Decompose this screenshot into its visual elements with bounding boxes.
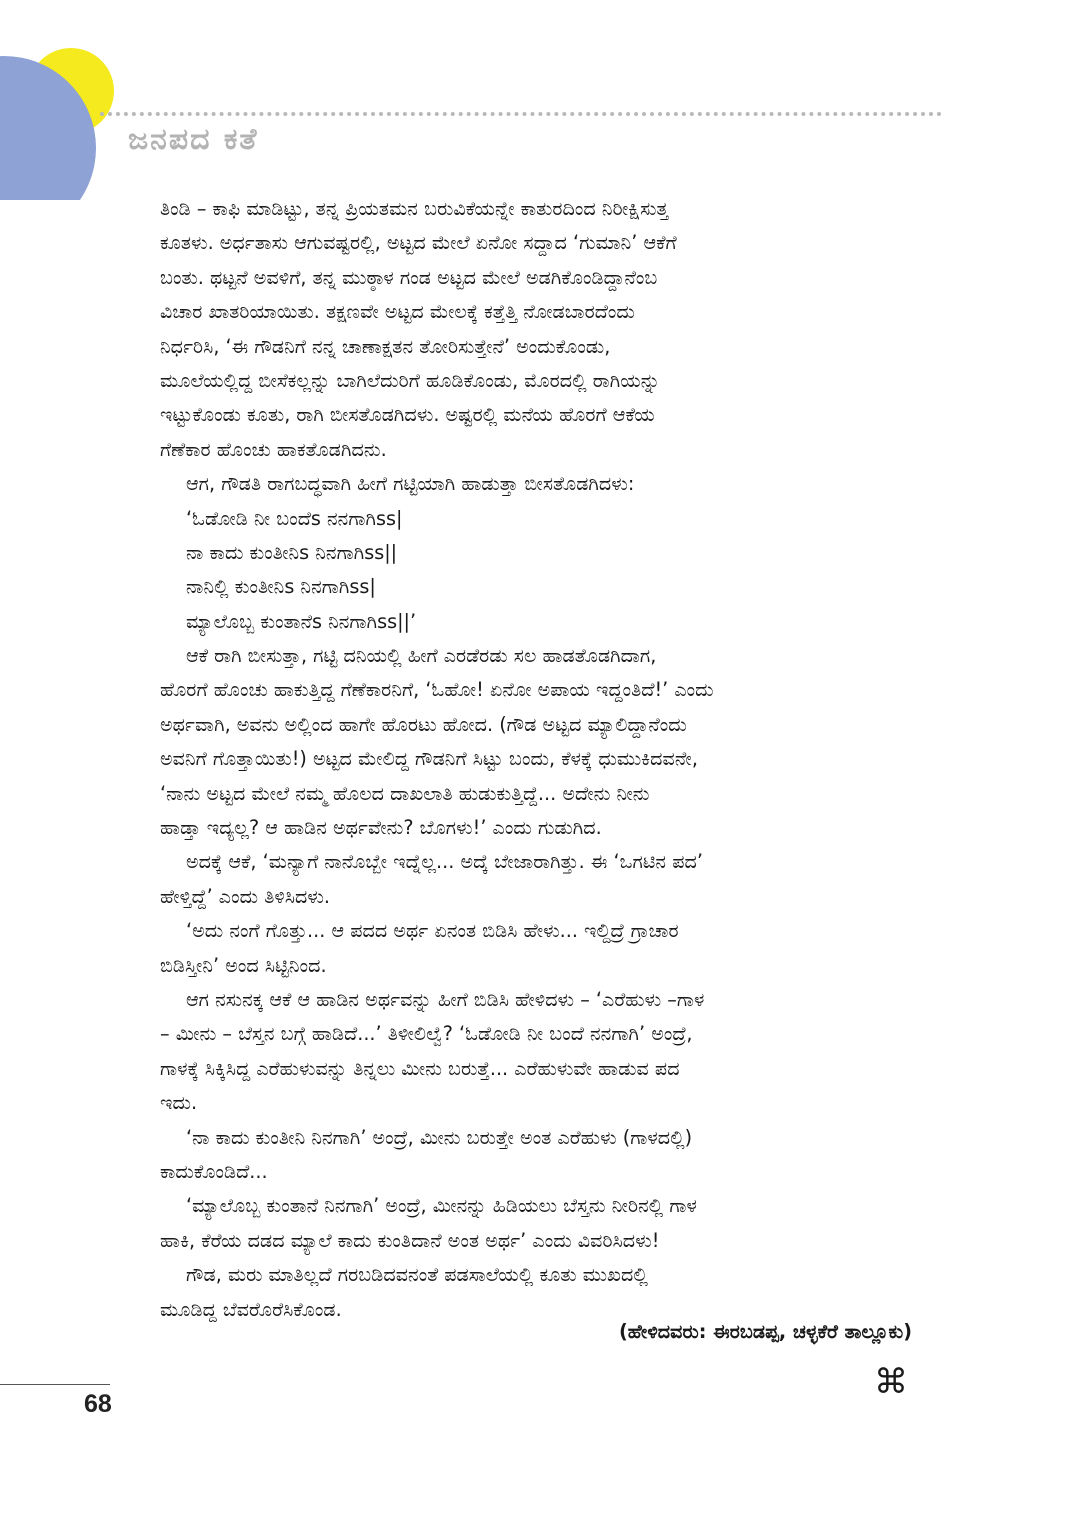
story-line: ಗೆಣೆಕಾರ ಹೊಂಚು ಹಾಕತೊಡಗಿದನು.: [160, 437, 387, 461]
story-line: ಬಿಡಿಸ್ತೀನಿ’ ಅಂದ ಸಿಟ್ಟಿನಿಂದ.: [160, 953, 327, 977]
story-line: ಕೂತಳು. ಅರ್ಧತಾಸು ಆಗುವಷ್ಟರಲ್ಲಿ, ಅಟ್ಟದ ಮೇಲೆ ಏನೋ ಸದ್ದಾದ ‘ಗುಮಾನಿ’ ಆಕೆಗೆ: [160, 231, 677, 255]
story-line: ಹೇಳ್ತಿದ್ದೆ’ ಎಂದು ತಿಳಿಸಿದಳು.: [160, 884, 331, 908]
story-line: ಅರ್ಥವಾಗಿ, ಅವನು ಅಲ್ಲಿಂದ ಹಾಗೇ ಹೊರಟು ಹೋದ. (ಗೌಡ ಅಟ್ಟದ ಮ್ಯಾಲಿದ್ದಾನೆಂದು: [160, 712, 687, 736]
narrator-credit: (ಹೇಳಿದವರು: ಈರಬಡಪ್ಪ, ಚಳ್ಳಕೆರೆ ತಾಲ್ಲೂಕು): [618, 1320, 912, 1343]
story-line: ಮೂಲೆಯಲ್ಲಿದ್ದ ಬೀಸೆಕಲ್ಲನ್ನು ಬಾಗಿಲೆದುರಿಗೆ ಹೂಡಿಕೊಂಡು, ಮೊರದಲ್ಲಿ ರಾಗಿಯನ್ನು: [160, 368, 661, 392]
story-line: ಬಂತು. ಥಟ್ಟನೆ ಅವಳಿಗೆ, ತನ್ನ ಮುಠ್ಠಾಳ ಗಂಡ ಅಟ್ಟದ ಮೇಲೆ ಅಡಗಿಕೊಂಡಿದ್ದಾನೆಂಬ: [160, 265, 658, 289]
dotted-header-rule: [100, 112, 942, 116]
story-line: ಮೂಡಿದ್ದ ಬೆವರೊರೆಸಿಕೊಂಡ.: [160, 1297, 342, 1321]
story-line: ಹೊರಗೆ ಹೊಂಚು ಹಾಕುತ್ತಿದ್ದ ಗೆಣೆಕಾರನಿಗೆ, ‘ಓಹೋ! ಏನೋ ಅಪಾಯ ಇದ್ದಂತಿದೆ!’ ಎಂದು: [160, 678, 714, 702]
story-line: ನಾ ಕಾದು ಕುಂತೀನಿs ನಿನಗಾಗಿss||: [186, 540, 398, 564]
story-line: ಗಾಳಕ್ಕೆ ಸಿಕ್ಕಿಸಿದ್ದ ಎರೆಹುಳುವನ್ನು ತಿನ್ನಲು ಮೀನು ಬರುತ್ತೆ... ಎರೆಹುಳುವೇ ಹಾಡುವ ಪದ: [160, 1056, 680, 1080]
story-line: ಮ್ಯಾಲೊಬ್ಬ ಕುಂತಾನೆs ನಿನಗಾಗಿss||’: [186, 609, 417, 633]
story-line: ಹಾಡ್ತಾ ಇದ್ಯಲ್ಲ? ಆ ಹಾಡಿನ ಅರ್ಥವೇನು? ಬೊಗಳು!’ ಎಂದು ಗುಡುಗಿದ.: [160, 816, 602, 840]
story-line: ಇದು.: [160, 1091, 198, 1115]
story-line: ಕಾದುಕೊಂಡಿದೆ...: [160, 1159, 268, 1183]
story-line: ನಾನಿಲ್ಲಿ ಕುಂತೀನಿs ನಿನಗಾಗಿss|: [186, 575, 376, 599]
story-line: ನಿರ್ಧರಿಸಿ, ‘ಈ ಗೌಡನಿಗೆ ನನ್ನ ಚಾಣಾಕ್ಷತನ ತೋರಿಸುತ್ತೇನೆ’ ಅಂದುಕೊಂಡು,: [160, 334, 611, 358]
story-line: ತಿಂಡಿ – ಕಾಫಿ ಮಾಡಿಟ್ಟು, ತನ್ನ ಪ್ರಿಯತಮನ ಬರುವಿಕೆಯನ್ನೇ ಕಾತುರದಿಂದ ನಿರೀಕ್ಷಿಸುತ್ತ: [160, 197, 669, 220]
page-number: 68: [84, 1390, 112, 1418]
header-decoration: [0, 0, 1072, 200]
folio-rule: [0, 1384, 110, 1385]
story-line: ‘ಮ್ಯಾಲೊಬ್ಬ ಕುಂತಾನೆ ನಿನಗಾಗಿ’ ಅಂದ್ರೆ, ಮೀನನ್ನು ಹಿಡಿಯಲು ಬೆಸ್ತನು ನೀರಿನಲ್ಲಿ ಗಾಳ: [186, 1194, 697, 1218]
story-line: ‘ಅದು ನಂಗೆ ಗೊತ್ತು... ಆ ಪದದ ಅರ್ಥ ಏನಂತ ಬಿಡಿಸಿ ಹೇಳು... ಇಲ್ದಿದ್ರೆ ಗ್ರಾಚಾರ: [186, 919, 679, 943]
story-line: ಆಗ, ಗೌಡತಿ ರಾಗಬದ್ಧವಾಗಿ ಹೀಗೆ ಗಟ್ಟಿಯಾಗಿ ಹಾಡುತ್ತಾ ಬೀಸತೊಡಗಿದಳು:: [186, 472, 635, 496]
section-title: ಜನಪದ ಕತೆ: [128, 122, 259, 157]
story-line: ‘ಓಡೋಡಿ ನೀ ಬಂದೆs ನನಗಾಗಿss|: [186, 506, 403, 530]
story-line: ಹಾಕಿ, ಕೆರೆಯ ದಡದ ಮ್ಯಾಲೆ ಕಾದು ಕುಂತಿದಾನೆ ಅಂತ ಅರ್ಥ’ ಎಂದು ವಿವರಿಸಿದಳು!: [160, 1228, 660, 1252]
story-line: – ಮೀನು – ಬೆಸ್ತನ ಬಗ್ಗೆ ಹಾಡಿದೆ...’ ತಿಳೀಲಿಲ್ವೆ? ‘ಓಡೋಡಿ ನೀ ಬಂದೆ ನನಗಾಗಿ’ ಅಂದ್ರೆ,: [160, 1022, 693, 1046]
story-line: ಅದಕ್ಕೆ ಆಕೆ, ‘ಮನ್ಯಾಗೆ ನಾನೊಬ್ಬೇ ಇದ್ನೆಲ್ಲ... ಅದ್ಕೆ ಬೇಜಾರಾಗಿತ್ತು. ಈ ‘ಒಗಟಿನ ಪದ’: [186, 850, 703, 874]
story-line: ಅವನಿಗೆ ಗೊತ್ತಾಯಿತು!) ಅಟ್ಟದ ಮೇಲಿದ್ದ ಗೌಡನಿಗೆ ಸಿಟ್ಟು ಬಂದು, ಕೆಳಕ್ಕೆ ಧುಮುಕಿದವನೇ,: [160, 747, 698, 771]
story-body: [160, 192, 920, 1327]
story-line: ಇಟ್ಟುಕೊಂಡು ಕೂತು, ರಾಗಿ ಬೀಸತೊಡಗಿದಳು. ಅಷ್ಟರಲ್ಲಿ ಮನೆಯ ಹೊರಗೆ ಆಕೆಯ: [160, 403, 655, 427]
end-mark-icon: ⌘: [874, 1362, 908, 1402]
story-line: ವಿಚಾರ ಖಾತರಿಯಾಯಿತು. ತಕ್ಷಣವೇ ಅಟ್ಟದ ಮೇಲಕ್ಕೆ ಕತ್ತೆತ್ತಿ ನೋಡಬಾರದೆಂದು: [160, 300, 635, 324]
story-line: ‘ನಾನು ಅಟ್ಟದ ಮೇಲೆ ನಮ್ಮ ಹೊಲದ ದಾಖಲಾತಿ ಹುಡುಕುತ್ತಿದ್ದೆ... ಅದೇನು ನೀನು: [160, 781, 650, 805]
story-line: ಆಕೆ ರಾಗಿ ಬೀಸುತ್ತಾ, ಗಟ್ಟಿ ದನಿಯಲ್ಲಿ ಹೀಗೆ ಎರಡೆರಡು ಸಲ ಹಾಡತೊಡಗಿದಾಗ,: [186, 644, 657, 668]
story-line: ‘ನಾ ಕಾದು ಕುಂತೀನಿ ನಿನಗಾಗಿ’ ಅಂದ್ರೆ, ಮೀನು ಬರುತ್ತೇ ಅಂತ ಎರೆಹುಳು (ಗಾಳದಲ್ಲಿ): [186, 1125, 693, 1149]
story-line: ಆಗ ನಸುನಕ್ಕ ಆಕೆ ಆ ಹಾಡಿನ ಅರ್ಥವನ್ನು ಹೀಗೆ ಬಿಡಿಸಿ ಹೇಳಿದಳು – ‘ಎರೆಹುಳು –ಗಾಳ: [186, 987, 705, 1011]
story-line: ಗೌಡ, ಮರು ಮಾತಿಲ್ಲದೆ ಗರಬಡಿದವನಂತೆ ಪಡಸಾಲೆಯಲ್ಲಿ ಕೂತು ಮುಖದಲ್ಲಿ: [186, 1263, 648, 1287]
